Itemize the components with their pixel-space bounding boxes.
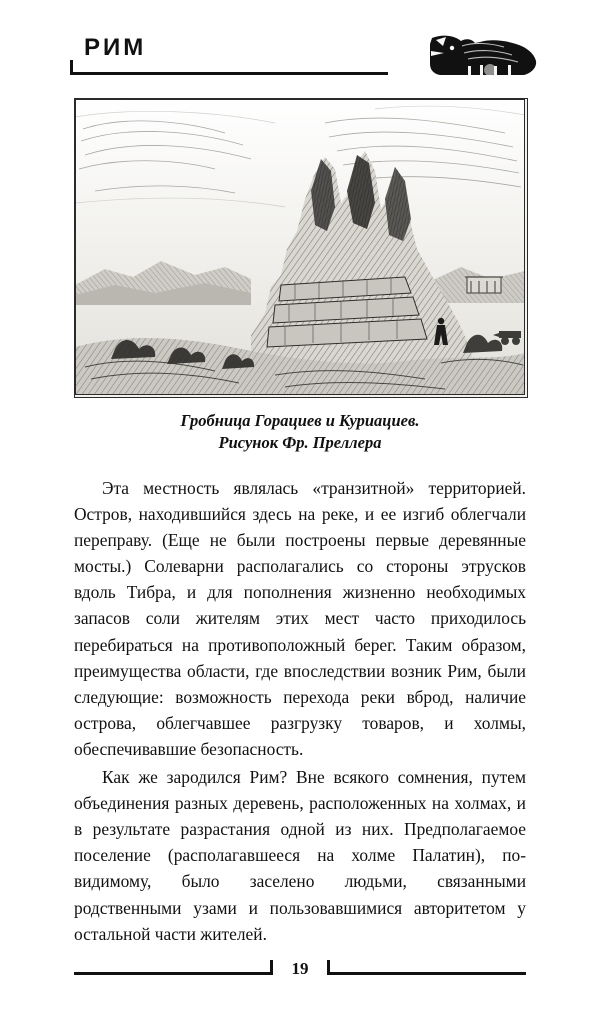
- page-title: РИМ: [84, 34, 147, 61]
- body-text: [74, 475, 526, 947]
- figure-caption: [74, 410, 526, 454]
- header-rule: [70, 72, 388, 75]
- figure-caption-line-2: Рисунок Фр. Преллера: [218, 433, 382, 452]
- capitoline-wolf-icon: [428, 32, 540, 82]
- paragraph-2: Как же зародился Рим? Вне всякого сомнения, путем объединения разных деревень, расположенных на холмах, и в результате разрастания одной из них. Предполагаемое поселение (располагавшееся на холме Палатин), по-видимому, было заселено людьми, связанными родственными узами и пользовавшимися авторитетом у остальной части жителей.: [74, 767, 526, 944]
- figure-caption-line-1: Гробница Горациев и Куриациев.: [180, 411, 420, 430]
- engraving-artwork: [75, 99, 525, 395]
- page-number: 19: [291, 959, 309, 978]
- page-header: [70, 34, 540, 86]
- paragraph-1: Эта местность являлась «транзитной» территорией. Остров, находившийся здесь на реке, и ее изгиб облегчали переправу. (Еще не были построены первые деревянные мосты.) Солеварни располагались со стороны этрусков вдоль Тибра, и для пополнения жизненно необходимых запасов соли жителям этих мест часто приходилось перебираться на противоположный берег. Таким образом, преимущества области, где впоследствии возник Рим, были следующие: возможность перехода реки вброд, наличие острова, облегчавшее разгрузку товаров, и холмы, обеспечивавшие безопасность.: [74, 478, 526, 759]
- figure-engraving: [74, 98, 528, 398]
- page-footer: [74, 958, 526, 988]
